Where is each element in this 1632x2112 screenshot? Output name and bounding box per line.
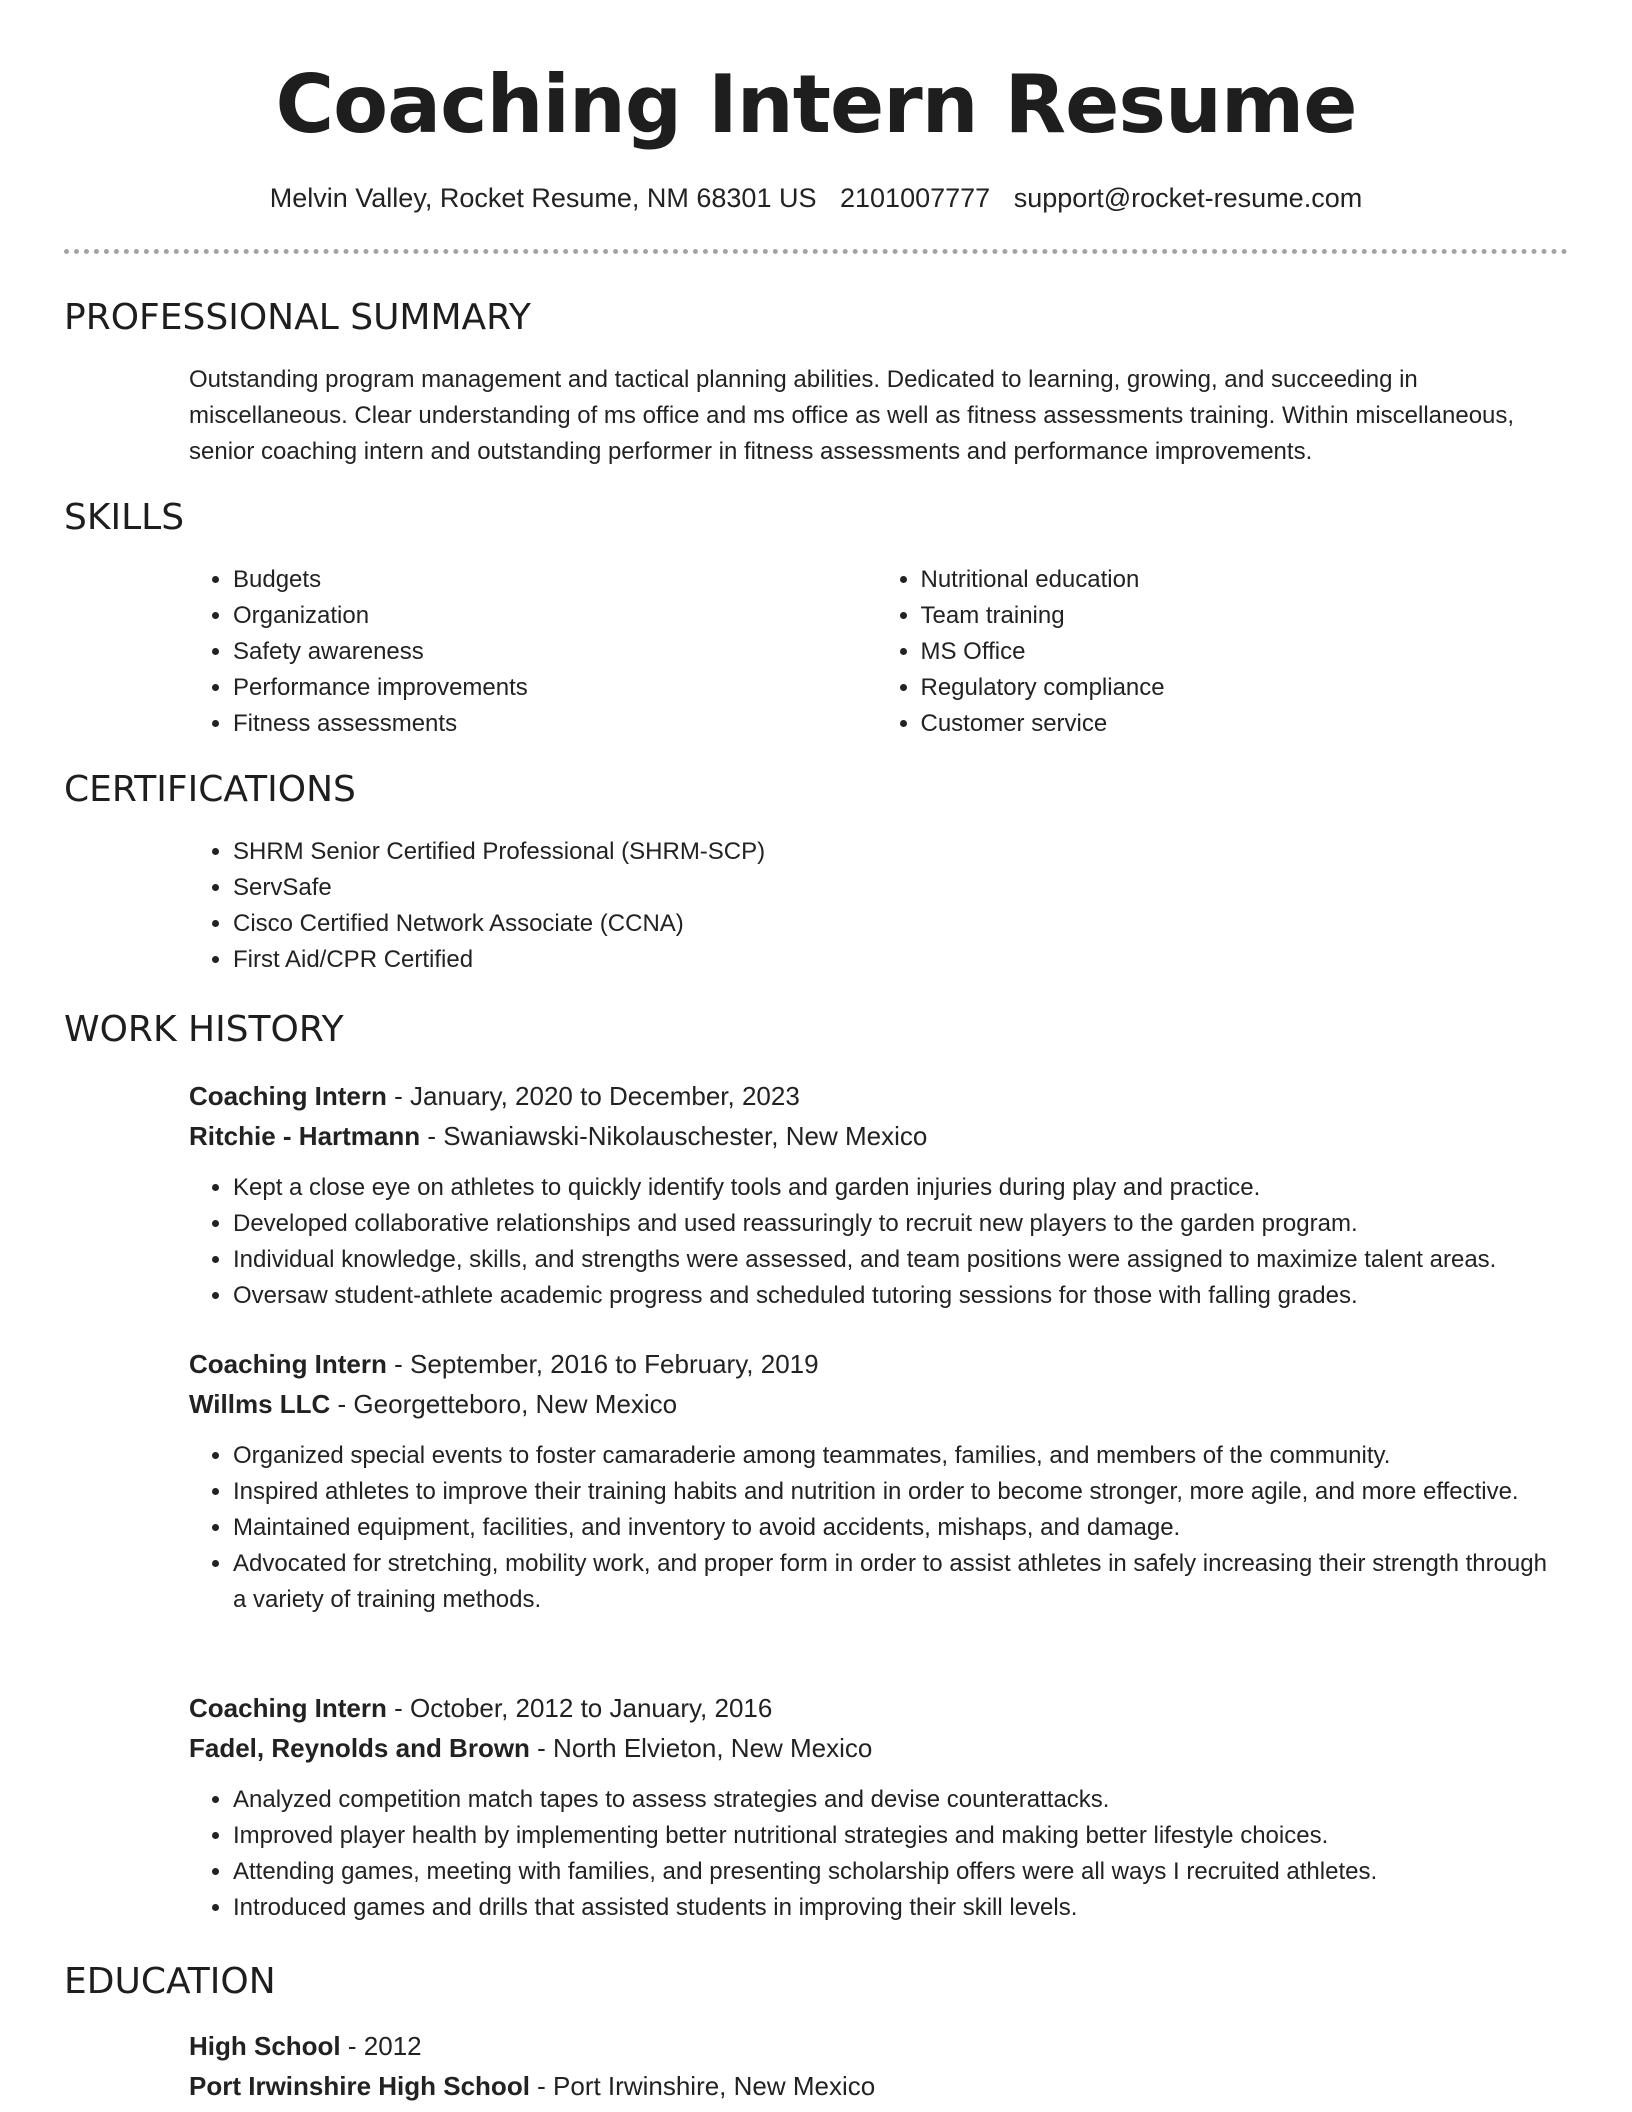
contact-line — [64, 180, 1568, 216]
job-bullets — [189, 1782, 1564, 1926]
education-year: - 2012 — [340, 2031, 422, 2061]
certifications-list — [189, 834, 1564, 978]
education-entry — [189, 2026, 1564, 2106]
job-bullet: • Advocated for stretching, mobility work, and proper form in order to assist athletes in safely increasing their strength through a variety of training methods. — [233, 1546, 1564, 1618]
skill-item: • Budgets — [233, 562, 877, 598]
job-bullet: • Individual knowledge, skills, and strengths were assessed, and team positions were assigned to maximize talent areas. — [233, 1242, 1564, 1278]
skill-item: • Team training — [921, 598, 1565, 634]
job-role: Coaching Intern — [189, 1081, 387, 1111]
header-divider — [64, 249, 1568, 254]
job-location: - Georgetteboro, New Mexico — [330, 1389, 678, 1419]
job-bullets — [189, 1438, 1564, 1618]
skills-section — [189, 562, 1564, 742]
job-bullet: • Oversaw student-athlete academic progress and scheduled tutoring sessions for those with falling grades. — [233, 1278, 1564, 1314]
education-location: - Port Irwinshire, New Mexico — [529, 2071, 876, 2101]
job-company-line — [189, 1384, 1564, 1424]
job-title-line — [189, 1688, 1564, 1728]
job-bullet: • Maintained equipment, facilities, and inventory to avoid accidents, mishaps, and damage. — [233, 1510, 1564, 1546]
job-bullet: • Attending games, meeting with families, and presenting scholarship offers were all ways I recruited athletes. — [233, 1854, 1564, 1890]
certifications-heading: CERTIFICATIONS — [64, 769, 356, 810]
certifications-section — [189, 834, 1564, 978]
skill-item: • Performance improvements — [233, 670, 877, 706]
skill-item: • Fitness assessments — [233, 706, 877, 742]
skill-item: • Nutritional education — [921, 562, 1565, 598]
job-bullet: • Developed collaborative relationships and used reassuringly to recruit new players to the garden program. — [233, 1206, 1564, 1242]
skills-heading: SKILLS — [64, 497, 185, 538]
phone: 2101007777 — [840, 183, 991, 213]
education-degree: High School — [189, 2031, 341, 2061]
skill-item: • MS Office — [921, 634, 1565, 670]
certification-item: • SHRM Senior Certified Professional (SHRM-SCP) — [233, 834, 1564, 870]
summary-heading: PROFESSIONAL SUMMARY — [64, 297, 531, 338]
education-school-line — [189, 2066, 1564, 2106]
skill-item: • Safety awareness — [233, 634, 877, 670]
job-title-line — [189, 1076, 1564, 1116]
job-location: - North Elvieton, New Mexico — [529, 1733, 873, 1763]
job-bullet: • Inspired athletes to improve their training habits and nutrition in order to become stronger, more agile, and more effective. — [233, 1474, 1564, 1510]
address: Melvin Valley, Rocket Resume, NM 68301 US — [269, 183, 817, 213]
job-location: - Swaniawski-Nikolauschester, New Mexico — [420, 1121, 928, 1151]
job-dates: - October, 2012 to January, 2016 — [386, 1693, 773, 1723]
job-company-line — [189, 1116, 1564, 1156]
email: support@rocket-resume.com — [1013, 183, 1363, 213]
resume-title: Coaching Intern Resume — [275, 58, 1357, 151]
job-title-line — [189, 1344, 1564, 1384]
skills-list-right — [877, 562, 1565, 742]
job-entry — [189, 1076, 1564, 1314]
education-heading: EDUCATION — [64, 1961, 276, 2002]
job-entry — [189, 1688, 1564, 1926]
job-company: Fadel, Reynolds and Brown — [189, 1733, 530, 1763]
certification-item: • Cisco Certified Network Associate (CCNA) — [233, 906, 1564, 942]
job-bullet: • Introduced games and drills that assisted students in improving their skill levels. — [233, 1890, 1564, 1926]
education-school: Port Irwinshire High School — [189, 2071, 530, 2101]
job-company: Willms LLC — [189, 1389, 331, 1419]
job-bullets — [189, 1170, 1564, 1314]
job-dates: - January, 2020 to December, 2023 — [386, 1081, 800, 1111]
job-entry — [189, 1344, 1564, 1618]
job-bullet: • Kept a close eye on athletes to quickly identify tools and garden injuries during play and practice. — [233, 1170, 1564, 1206]
certification-item: • ServSafe — [233, 870, 1564, 906]
work-history-heading: WORK HISTORY — [64, 1009, 344, 1050]
job-bullet: • Analyzed competition match tapes to assess strategies and devise counterattacks. — [233, 1782, 1564, 1818]
job-bullet: • Organized special events to foster camaraderie among teammates, families, and members of the community. — [233, 1438, 1564, 1474]
certification-item: • First Aid/CPR Certified — [233, 942, 1564, 978]
summary-section — [189, 362, 1564, 470]
education-degree-line — [189, 2026, 1564, 2066]
summary-text: Outstanding program management and tactical planning abilities. Dedicated to learning, growing, and succeeding in miscellaneous. Clear understanding of ms office and ms office as well as fitness assessments training. Within miscellaneous, senior coaching intern and outstanding performer in fitness assessments and performance improvements. — [189, 366, 1515, 465]
job-dates: - September, 2016 to February, 2019 — [386, 1349, 819, 1379]
job-role: Coaching Intern — [189, 1693, 387, 1723]
skill-item: • Regulatory compliance — [921, 670, 1565, 706]
skills-list-left — [189, 562, 877, 742]
job-company-line — [189, 1728, 1564, 1768]
skill-item: • Customer service — [921, 706, 1565, 742]
job-company: Ritchie - Hartmann — [189, 1121, 421, 1151]
job-role: Coaching Intern — [189, 1349, 387, 1379]
job-bullet: • Improved player health by implementing better nutritional strategies and making better lifestyle choices. — [233, 1818, 1564, 1854]
skill-item: • Organization — [233, 598, 877, 634]
